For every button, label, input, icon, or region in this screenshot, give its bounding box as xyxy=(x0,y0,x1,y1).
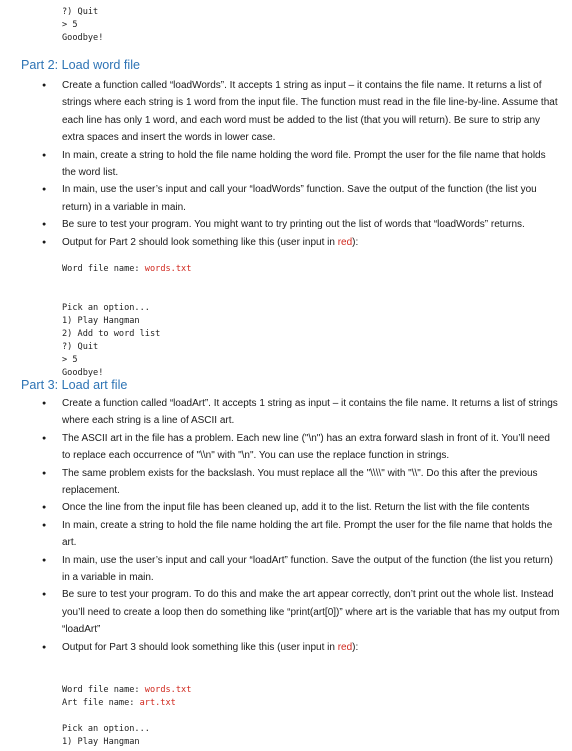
part3-bullet-list xyxy=(0,395,572,656)
output-intro-end: ): xyxy=(352,236,359,248)
red-label: red xyxy=(337,641,353,653)
code-line: 2) Add to word list xyxy=(62,329,161,339)
list-item: ● In main, use the user’s input and call your “loadArt” function. Save the output of the function (the list you return) in a variable in main. xyxy=(0,552,572,587)
word-file-input: words.txt xyxy=(144,264,192,274)
code-line: Goodbye! xyxy=(62,368,104,378)
list-item: ● Create a function called “loadWords”. It accepts 1 string as input – it contains the file name. It returns a list of strings where each string is 1 word from the input file. The function must read in the file line-by-line. Assume that each line has only 1 word, and each word must be added to the list (that you will return). Be sure to strip any extra spaces and insert the words in lower case. xyxy=(0,77,572,147)
code-line: Goodbye! xyxy=(62,33,104,43)
code-line: > 5 xyxy=(62,355,78,365)
code-line: 1) Play Hangman xyxy=(62,737,140,747)
code-line: > 5 xyxy=(62,20,78,30)
list-item: ● Once the line from the input file has been cleaned up, add it to the list. Return the list with the file contents xyxy=(0,499,572,516)
list-item: ● The same problem exists for the backslash. You must replace all the "\\\\" with "\\". Do this after the previous replacement. xyxy=(0,465,572,500)
part1-output-tail xyxy=(62,6,103,45)
output-intro: Output for Part 3 should look something like this (user input in xyxy=(62,641,338,653)
code-line: ?) Quit xyxy=(62,7,99,17)
output-intro: Output for Part 2 should look something like this (user input in xyxy=(62,236,338,248)
list-item: ● The ASCII art in the file has a problem. Each new line ("\n") has an extra forward slash in front of it. You’ll need to replace each occurrence of "\\n" with "\n". You can use the replace function in strings. xyxy=(0,430,572,465)
code-line: ?) Quit xyxy=(62,342,99,352)
list-item: ● In main, use the user’s input and call your “loadWords” function. Save the output of the function (the list you return) in a variable in main. xyxy=(0,181,572,216)
part2-sample-output xyxy=(62,263,191,380)
list-item xyxy=(0,234,572,251)
code-line: Pick an option... xyxy=(62,724,150,734)
code-line: Pick an option... xyxy=(62,303,150,313)
list-item: ● Be sure to test your program. To do this and make the art appear correctly, don’t print out the whole list. Instead you’ll need to create a loop then do something like “print(art[0])” where art is the variable that has my output from “loadArt” xyxy=(0,586,572,638)
list-item: ● In main, create a string to hold the file name holding the word file. Prompt the user for the file name that holds the word list. xyxy=(0,147,572,182)
list-item: ● Be sure to test your program. You might want to try printing out the list of words that “loadWords” returns. xyxy=(0,216,572,233)
code-line xyxy=(62,263,191,276)
part3-sample-output xyxy=(62,684,191,749)
code-line: 1) Play Hangman xyxy=(62,316,140,326)
code-line xyxy=(62,697,191,710)
word-file-input: words.txt xyxy=(144,685,192,695)
list-item: ● Create a function called “loadArt”. It accepts 1 string as input – it contains the file name. It returns a list of strings where each string is a line of ASCII art. xyxy=(0,395,572,430)
code-line xyxy=(62,684,191,697)
part2-bullet-list xyxy=(0,77,572,251)
word-file-prompt: Word file name: xyxy=(62,264,145,274)
list-item xyxy=(0,639,572,656)
list-item: ● In main, create a string to hold the file name holding the art file. Prompt the user for the file name that holds the art. xyxy=(0,517,572,552)
red-label: red xyxy=(337,236,353,248)
part2-heading: Part 2: Load word file xyxy=(21,58,141,72)
part3-heading: Part 3: Load art file xyxy=(21,378,128,392)
art-file-input: art.txt xyxy=(139,698,176,708)
art-file-prompt: Art file name: xyxy=(62,698,140,708)
word-file-prompt: Word file name: xyxy=(62,685,145,695)
output-intro-end: ): xyxy=(352,641,359,653)
